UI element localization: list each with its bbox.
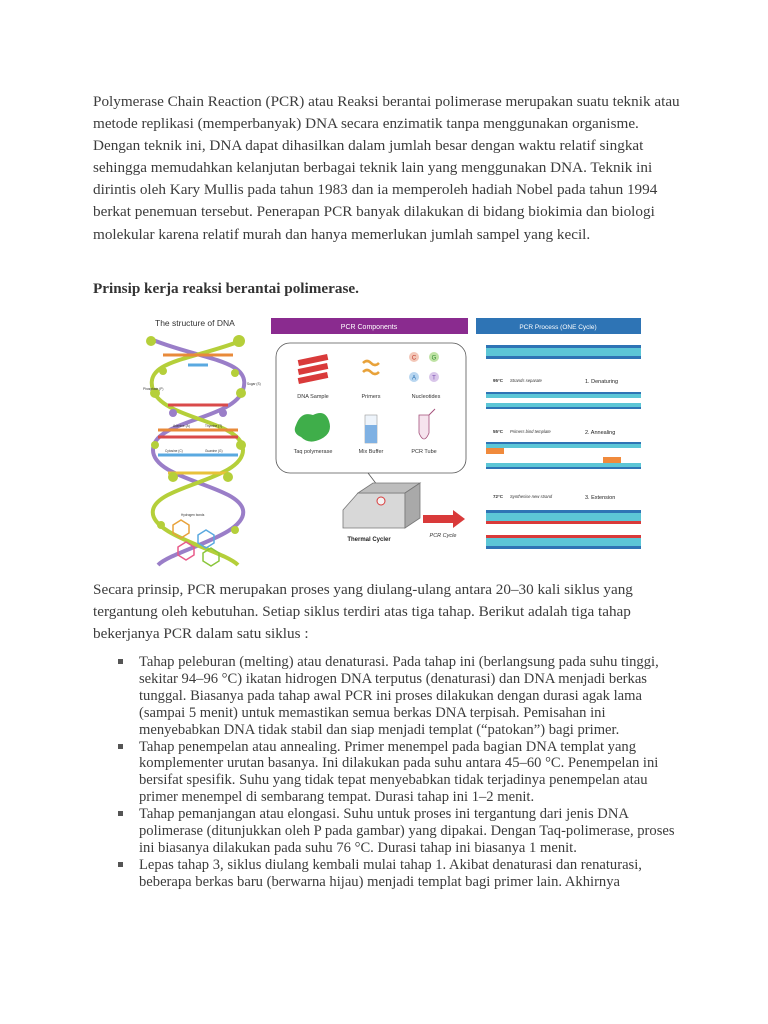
dna-structure-title: The structure of DNA [155, 318, 235, 328]
step2-desc: Primers bind template [510, 429, 551, 434]
step3-desc: Synthesise new strand [510, 494, 553, 499]
dna-structure-panel [143, 318, 261, 566]
thymine-label: Thymine (T) [205, 424, 223, 428]
hydrogen-bonds-label: Hydrogen bonds [181, 513, 205, 517]
pcr-process-panel [476, 318, 641, 549]
nucleotide-t: T [432, 375, 436, 382]
list-item [118, 654, 683, 739]
dna-strand-icon [486, 345, 641, 359]
steps-list [118, 654, 683, 891]
principle-paragraph: Secara prinsip, PCR merupakan proses yang diulang-ulang antara 20–30 kali siklus yang tergantung oleh kebutuhan. Setiap siklus terdiri atas tiga tahap. Berikut adalah tiga tahap bekerjanya PCR dalam satu siklus : [93, 581, 633, 643]
thermal-cycler-label: Thermal Cycler [347, 537, 391, 543]
dna-helix-icon [146, 335, 246, 566]
components-title: PCR Components [340, 324, 398, 331]
step1-label: 1. Denaturing [585, 379, 619, 385]
pcr-tube-label: PCR Tube [411, 449, 437, 455]
list-item-text: Lepas tahap 3, siklus diulang kembali mulai tahap 1. Akibat denaturasi dan renaturasi, beberapa berkas baru (berwarna hijau) menjadi templat bagi primer lain. Akhirnya [139, 856, 642, 890]
sugar-label: Sugar (S) [247, 382, 261, 386]
pcr-cycle-arrow-icon [423, 510, 465, 528]
bullet-icon [118, 862, 123, 867]
step2-label: 2. Annealing [585, 430, 616, 436]
step1-desc: Strands separate [510, 378, 542, 383]
nucleotide-g: G [431, 355, 437, 362]
annealing-strands-icon [486, 442, 641, 469]
pcr-cycle-label: PCR Cycle [429, 533, 457, 539]
list-item [118, 739, 683, 807]
nucleotide-c: C [411, 355, 417, 362]
phosphate-label: Phosphate (P) [143, 387, 164, 391]
primers-label: Primers [361, 394, 381, 400]
denatured-strands-icon [486, 392, 641, 409]
pcr-components-panel [271, 318, 468, 543]
list-item-text: Tahap peleburan (melting) atau denaturasi. Pada tahap ini (berlangsung pada suhu tinggi, sekitar 94–96 °C) ikatan hidrogen DNA terputus (denaturasi) dan DNA menjadi berkas tunggal. Biasanya pada tahap awal PCR ini proses dilakukan dengan durasi agak lama (sampai 5 menit) untuk memastikan semua berkas DNA terpisah. Pemisahan ini menyebabkan DNA tidak stabil dan siap menjadi templat (“patokan”) bagi primer. [139, 654, 659, 738]
thermal-cycler-icon [343, 483, 420, 528]
mix-buffer-icon [365, 415, 377, 443]
extended-strands-icon [486, 510, 641, 549]
step2-temp: 55°C [493, 429, 504, 434]
list-item-text: Tahap pemanjangan atau elongasi. Suhu untuk proses ini tergantung dari jenis DNA polimerase (ditunjukkan oleh P pada gambar) yang dipakai. Dengan Taq-polimerase, proses ini biasanya dilakukan pada suhu 76 °C. Durasi tahap ini biasanya 1 menit. [139, 806, 675, 856]
step1-temp: 95°C [493, 378, 504, 383]
mix-buffer-label: Mix Buffer [358, 449, 384, 455]
cytosine-label: Cytosine (C) [165, 449, 183, 453]
dna-sample-label: DNA Sample [297, 394, 329, 400]
bullet-icon [118, 744, 123, 749]
list-item-text: Tahap penempelan atau annealing. Primer menempel pada bagian DNA templat yang komplementer urutan basanya. Ini dilakukan pada suhu antara 45–60 °C. Penempelan ini bersifat spesifik. Suhu yang tidak tepat menyebabkan tidak terjadinya penempelan atau primer menempel di sembarang tempat. Durasi tahap ini 1–2 menit. [139, 738, 659, 806]
bullet-icon [118, 659, 123, 664]
adenine-label: Adenine (A) [173, 424, 190, 428]
nucleotides-label: Nucleotides [411, 394, 441, 400]
taq-polymerase-label: Taq polymerase [293, 449, 333, 455]
list-item [118, 857, 683, 891]
bullet-icon [118, 811, 123, 816]
nucleotide-a: A [411, 375, 417, 382]
process-title: PCR Process (ONE Cycle) [519, 324, 597, 331]
intro-paragraph: Polymerase Chain Reaction (PCR) atau Reaksi berantai polimerase merupakan suatu teknik atau metode replikasi (memperbanyak) DNA secara enzimatik tanpa menggunakan organisme. Dengan teknik ini, DNA dapat dihasilkan dalam jumlah besar dengan waktu relatif singkat sehingga memudahkan kelanjutan berbagai teknik lain yang menggunakan DNA. Teknik ini dirintis oleh Kary Mullis pada tahun 1983 dan ia memperoleh hadiah Nobel pada tahun 1994 berkat penemuan tersebut. Penerapan PCR banyak dilakukan di bidang biokimia dan biologi molekular karena relatif murah dan hanya memerlukan jumlah sampel yang kecil. [93, 93, 680, 243]
section-heading: Prinsip kerja reaksi berantai polimerase. [93, 280, 359, 297]
list-item [118, 806, 683, 857]
step3-label: 3. Extension [585, 495, 616, 501]
pcr-figure [143, 315, 643, 567]
step3-temp: 72°C [493, 494, 504, 499]
guanine-label: Guanine (G) [205, 449, 223, 453]
